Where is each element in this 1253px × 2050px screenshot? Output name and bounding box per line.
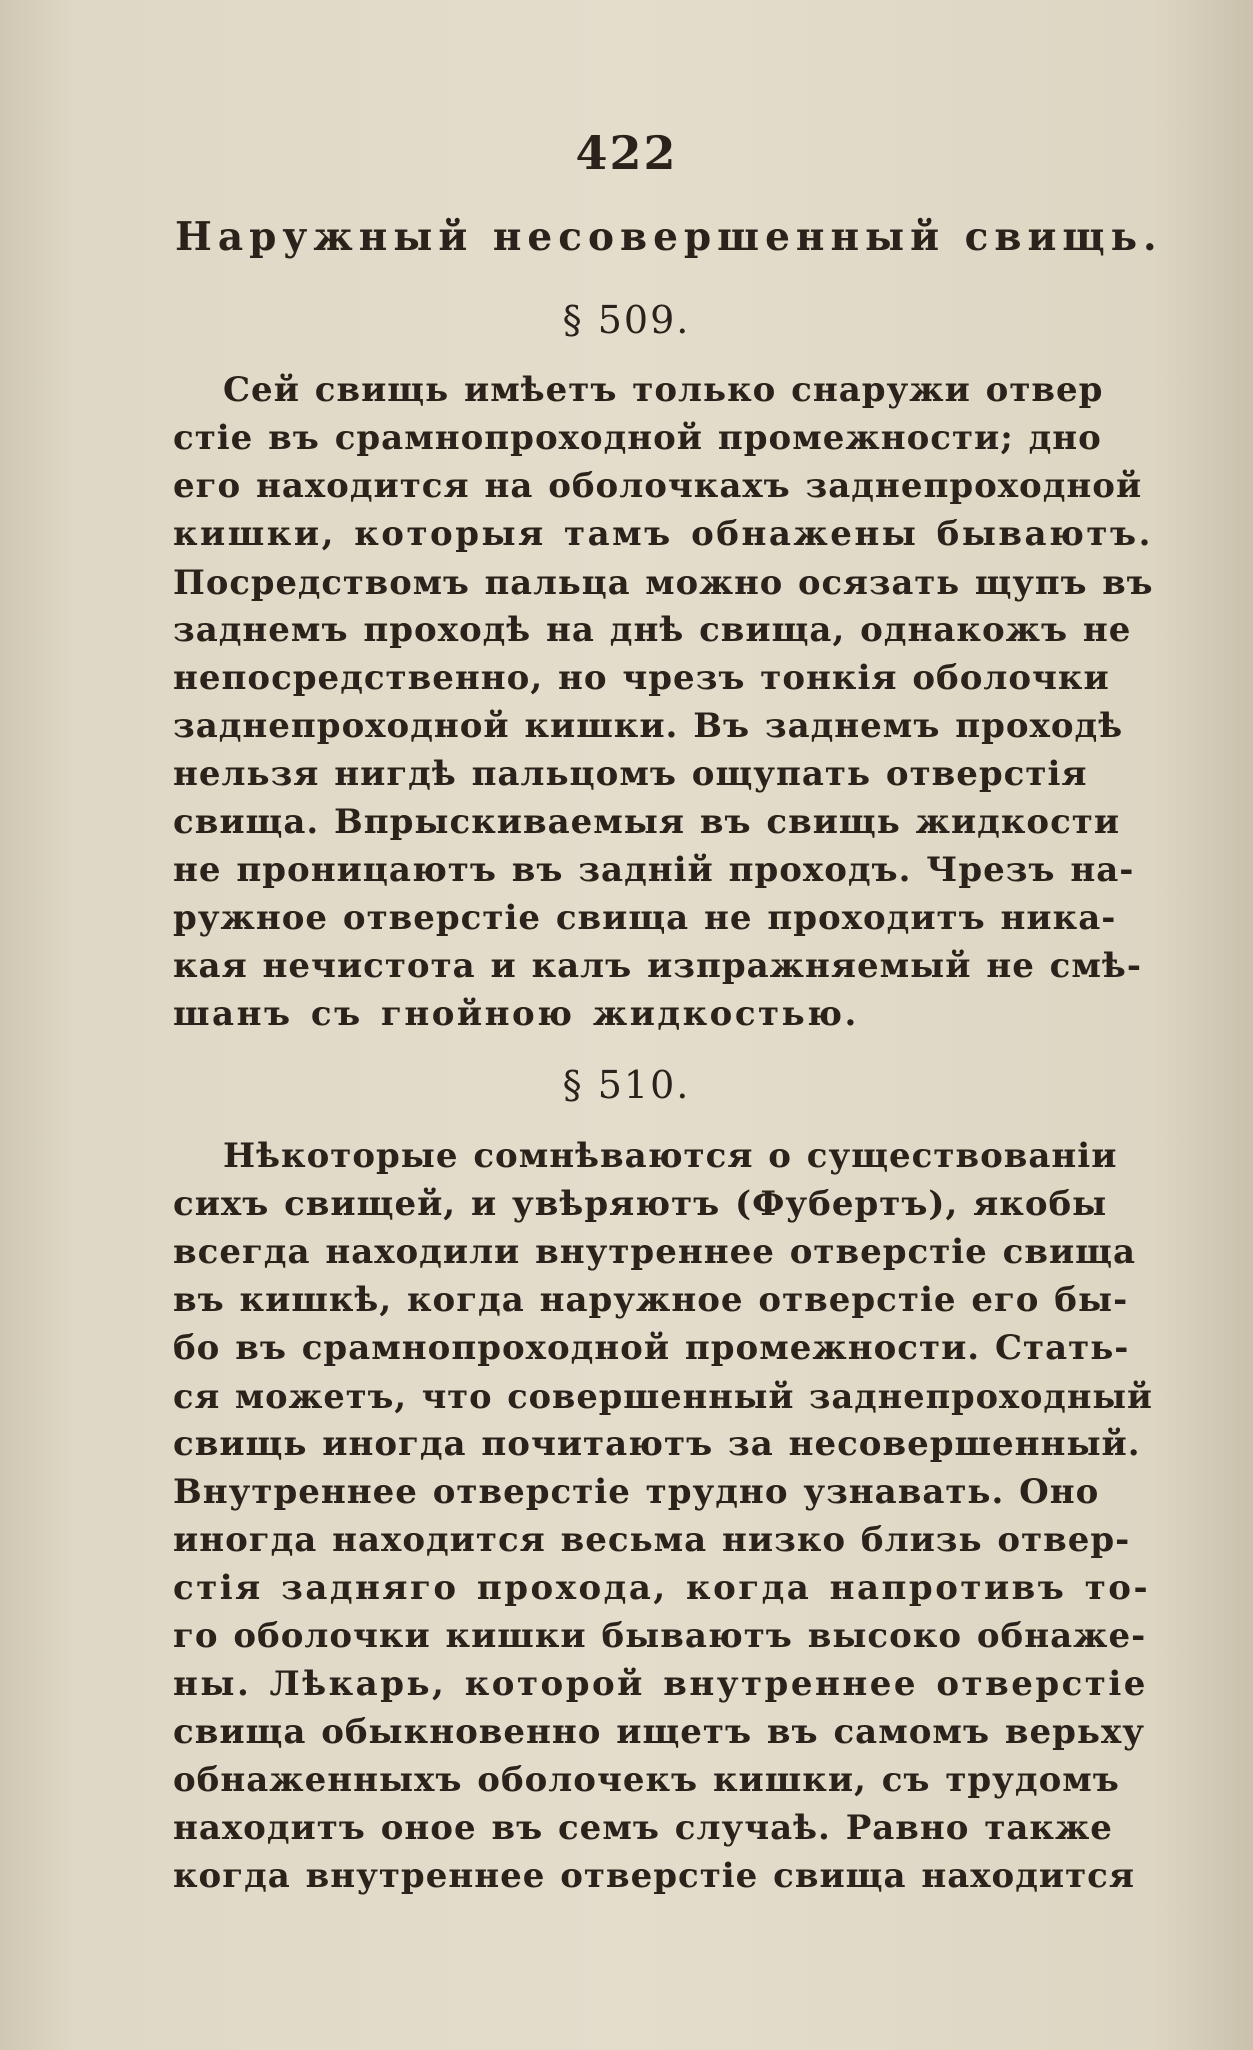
text-line: обнаженныхъ оболочекъ кишки, съ трудомъ bbox=[173, 1760, 1120, 1800]
chapter-heading: Наружный несовершенный свищь. bbox=[175, 214, 1163, 260]
text-line: находитъ оное въ семъ случаѣ. Равно также bbox=[173, 1808, 1113, 1848]
text-line: кишки, которыя тамъ обнажены бываютъ. bbox=[173, 514, 1153, 554]
text-line: заднемъ проходѣ на днѣ свища, однакожъ не bbox=[173, 610, 1132, 650]
text-line: ружное отверстіе свища не проходитъ ника- bbox=[173, 898, 1117, 938]
page-number: 422 bbox=[575, 126, 678, 180]
section-mark-509: § 509. bbox=[562, 298, 691, 342]
text-line: не проницаютъ въ задній проходъ. Чрезъ на- bbox=[173, 850, 1135, 890]
text-line: шанъ съ гнойною жидкостью. bbox=[173, 994, 859, 1034]
text-line: въ кишкѣ, когда наружное отверстіе его бы- bbox=[173, 1280, 1129, 1320]
text-line: нельзя нигдѣ пальцомъ ощупать отверстія bbox=[173, 754, 1088, 794]
text-line: когда внутреннее отверстіе свища находится bbox=[173, 1856, 1135, 1896]
text-line: Нѣкоторые сомнѣваются о существованіи bbox=[223, 1136, 1118, 1176]
text-line: стіе въ срамнопроходной промежности; дно bbox=[173, 418, 1102, 458]
paragraph-509 bbox=[173, 366, 1153, 1038]
text-line: бо въ срамнопроходной промежности. Стать- bbox=[173, 1328, 1130, 1368]
text-line: свища. Впрыскиваемыя въ свищь жидкости bbox=[173, 802, 1121, 842]
text-line: свищь иногда почитаютъ за несовершенный. bbox=[173, 1424, 1141, 1464]
section-mark-510: § 510. bbox=[562, 1063, 691, 1107]
text-line: Сей свищь имѣетъ только снаружи отвер bbox=[223, 370, 1104, 410]
text-line: свища обыкновенно ищетъ въ самомъ верьху bbox=[173, 1712, 1146, 1752]
text-line: го оболочки кишки бываютъ высоко обнаже- bbox=[173, 1616, 1147, 1656]
text-line: его находится на оболочкахъ заднепроходной bbox=[173, 466, 1143, 506]
text-line: Посредствомъ пальца можно осязать щупъ въ bbox=[173, 562, 1154, 602]
text-line: ны. Лѣкарь, которой внутреннее отверстіе bbox=[173, 1664, 1148, 1704]
text-line: стія задняго прохода, когда напротивъ то- bbox=[173, 1568, 1151, 1608]
text-line: Внутреннее отверстіе трудно узнавать. Оно bbox=[173, 1472, 1100, 1512]
text-line: непосредственно, но чрезъ тонкія оболочки bbox=[173, 658, 1110, 698]
text-line: иногда находится весьма низко близь отвер- bbox=[173, 1520, 1131, 1560]
text-line: всегда находили внутреннее отверстіе свища bbox=[173, 1232, 1137, 1272]
text-line: заднепроходной кишки. Въ заднемъ проходѣ bbox=[173, 706, 1124, 746]
text-line: кая нечистота и калъ изпражняемый не смѣ- bbox=[173, 946, 1142, 986]
text-line: сихъ свищей, и увѣряютъ (Фубертъ), якобы bbox=[173, 1184, 1108, 1224]
paragraph-510 bbox=[173, 1132, 1153, 1900]
text-line: ся можетъ, что совершенный заднепроходный bbox=[173, 1376, 1153, 1416]
